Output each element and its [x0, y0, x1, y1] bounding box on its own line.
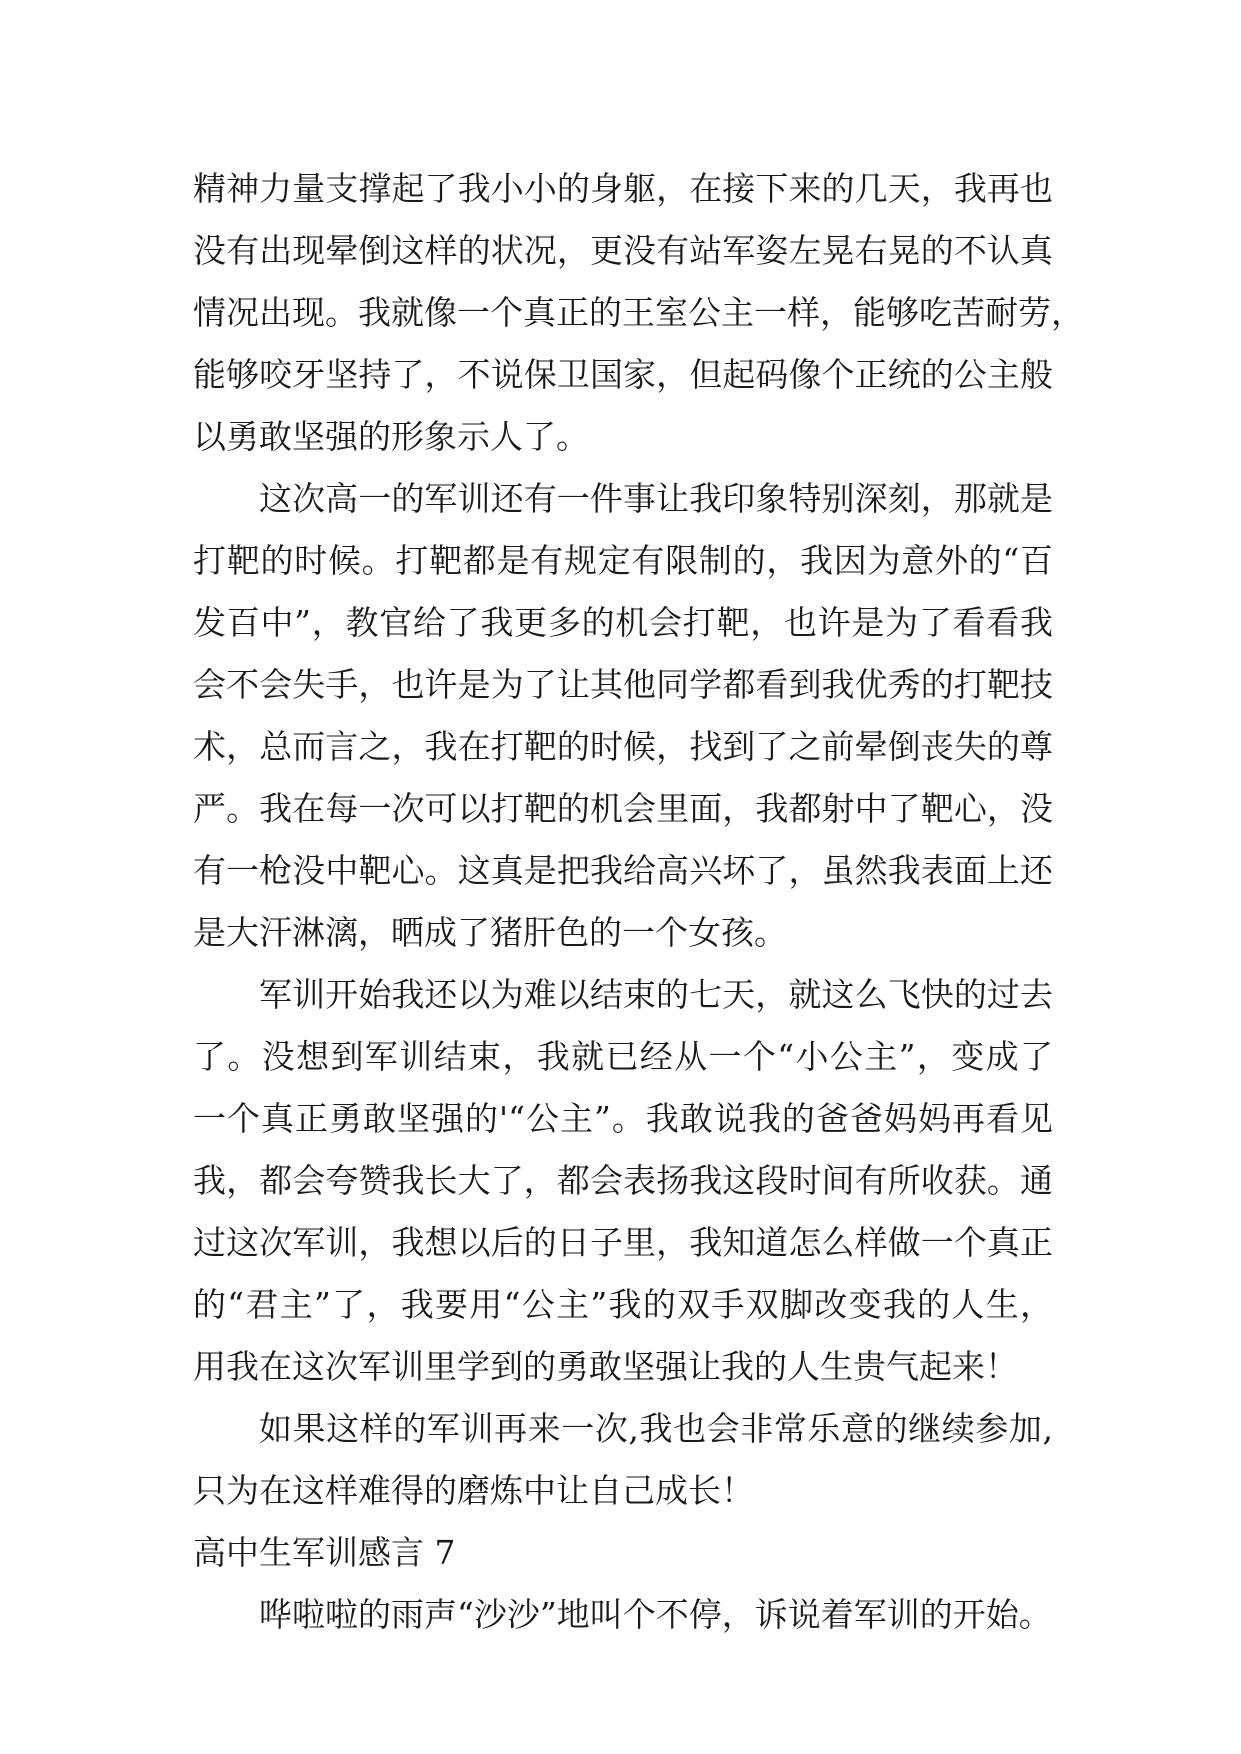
text-line: 的“君主”了，我要用“公主”我的双手双脚改变我的人生，: [193, 1285, 1053, 1324]
text-line: 打靶的时候。打靶都是有规定有限制的，我因为意外的“百: [193, 541, 1053, 580]
text-line: 一个真正勇敢坚强的'“公主”。我敢说我的爸爸妈妈再看见: [193, 1099, 1053, 1138]
text-line: 术，总而言之，我在打靶的时候，找到了之前晕倒丧失的尊: [193, 727, 1053, 766]
text-line: 哗啦啦的雨声“沙沙”地叫个不停，诉说着军训的开始。: [259, 1595, 1052, 1634]
paragraph: [193, 1398, 1053, 1522]
text-line: 发百中”，教官给了我更多的机会打靶，也许是为了看看我: [193, 603, 1053, 642]
text-line: 有一枪没中靶心。这真是把我给高兴坏了，虽然我表面上还: [193, 851, 1053, 890]
text-line: 我，都会夸赞我长大了，都会表扬我这段时间有所收获。通: [193, 1161, 1053, 1200]
text-line: 了。没想到军训结束，我就已经从一个“小公主”，变成了: [193, 1037, 1053, 1076]
paragraph: [193, 468, 1053, 964]
text-line: 精神力量支撑起了我小小的身躯，在接下来的几天，我再也: [193, 169, 1053, 208]
text-line: 情况出现。我就像一个真正的王室公主一样，能够吃苦耐劳，: [193, 293, 1084, 332]
text-line: 会不会失手，也许是为了让其他同学都看到我优秀的打靶技: [193, 665, 1053, 704]
text-line: 以勇敢坚强的形象示人了。: [193, 417, 589, 456]
text-line: 是大汗淋漓，晒成了猪肝色的一个女孩。: [193, 913, 787, 952]
text-line: 如果这样的军训再来一次,我也会非常乐意的继续参加,: [259, 1409, 1053, 1448]
document-body: [193, 158, 1084, 1646]
text-line: 没有出现晕倒这样的状况，更没有站军姿左晃右晃的不认真: [193, 231, 1053, 270]
text-line: 军训开始我还以为难以结束的七天，就这么飞快的过去: [259, 975, 1053, 1014]
text-line: 严。我在每一次可以打靶的机会里面，我都射中了靶心，没: [193, 789, 1053, 828]
paragraph: [193, 964, 1053, 1398]
section-heading: 高中生军训感言 7: [193, 1533, 456, 1572]
text-line: 用我在这次军训里学到的勇敢坚强让我的人生贵气起来！: [193, 1347, 1018, 1386]
text-line: 这次高一的军训还有一件事让我印象特别深刻，那就是: [259, 479, 1053, 518]
text-line: 只为在这样难得的磨炼中让自己成长！: [193, 1471, 754, 1510]
text-line: 能够咬牙坚持了，不说保卫国家，但起码像个正统的公主般: [193, 355, 1053, 394]
text-line: 过这次军训，我想以后的日子里，我知道怎么样做一个真正: [193, 1223, 1053, 1262]
paragraph: [193, 158, 1084, 468]
paragraph: [193, 1584, 1053, 1646]
